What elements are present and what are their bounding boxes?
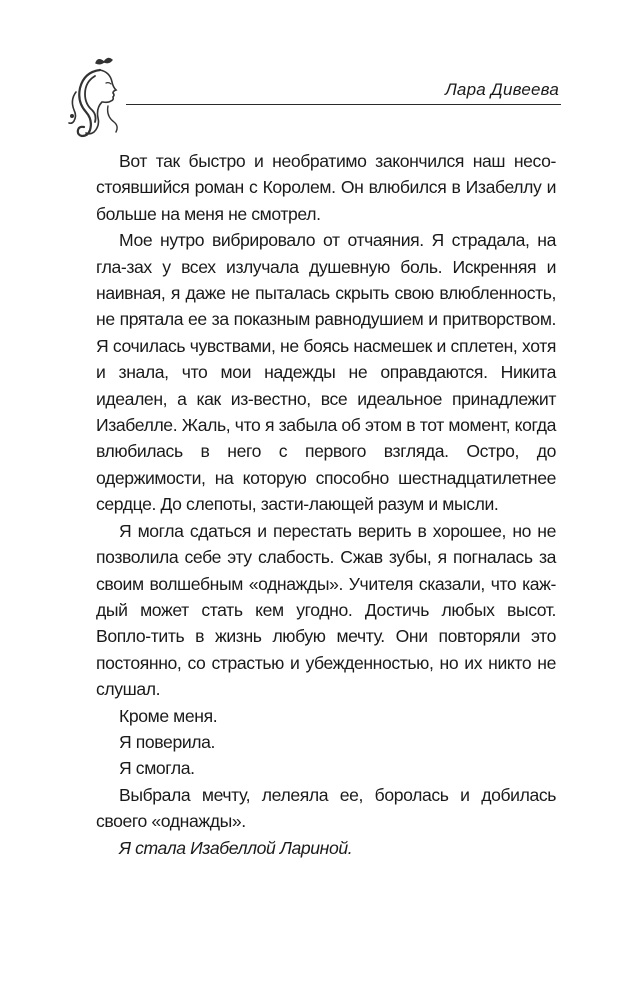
header-divider: [126, 104, 561, 105]
page-body-text: [96, 148, 556, 861]
paragraph: Я смогла.: [119, 758, 195, 779]
woman-profile-logo-icon: [62, 56, 132, 142]
paragraph: Я поверила.: [119, 731, 215, 752]
running-header-author: Лара Дивеева: [445, 80, 559, 99]
paragraph: Я могла сдаться и перестать верить в хорошее, но не позволила себе эту слабость. Сжав зубы, я погналась за своим волшебным «однажды». Учителя сказали, что каж-дый может стать кем угодно. Достичь любых высот. Вопло-тить в жизнь любую мечту. Они повторяли это постоянно, со страстью и убежденностью, но их никто не слушал.: [96, 520, 556, 700]
paragraph-italic-closing: Я стала Изабеллой Лариной.: [119, 837, 353, 858]
paragraph: Мое нутро вибрировало от отчаяния. Я страдала, на гла-зах у всех излучала душевную боль. Искренняя и наивная, я даже не пыталась скрыть свою влюбленность, не прятала ее за показным равнодушием и притворством. Я сочилась чувствами, не боясь насмешек и сплетен, хотя и знала, что мои надежды не оправдаются. Никита идеален, а как из-вестно, все идеальное принадлежит Изабелле. Жаль, что я забыла об этом в тот момент, когда влюбилась в него с первого взгляда. Остро, до одержимости, на которую способно шестнадцатилетнее сердце. До слепоты, засти-лающей разум и мысли.: [96, 230, 556, 515]
paragraph: Выбрала мечту, лелеяла ее, боролась и добилась своего «однажды».: [96, 784, 556, 832]
paragraph: Кроме меня.: [119, 705, 218, 726]
paragraph: Вот так быстро и необратимо закончился наш несо-стоявшийся роман с Королем. Он влюбился в Изабеллу и больше на меня не смотрел.: [96, 151, 556, 224]
